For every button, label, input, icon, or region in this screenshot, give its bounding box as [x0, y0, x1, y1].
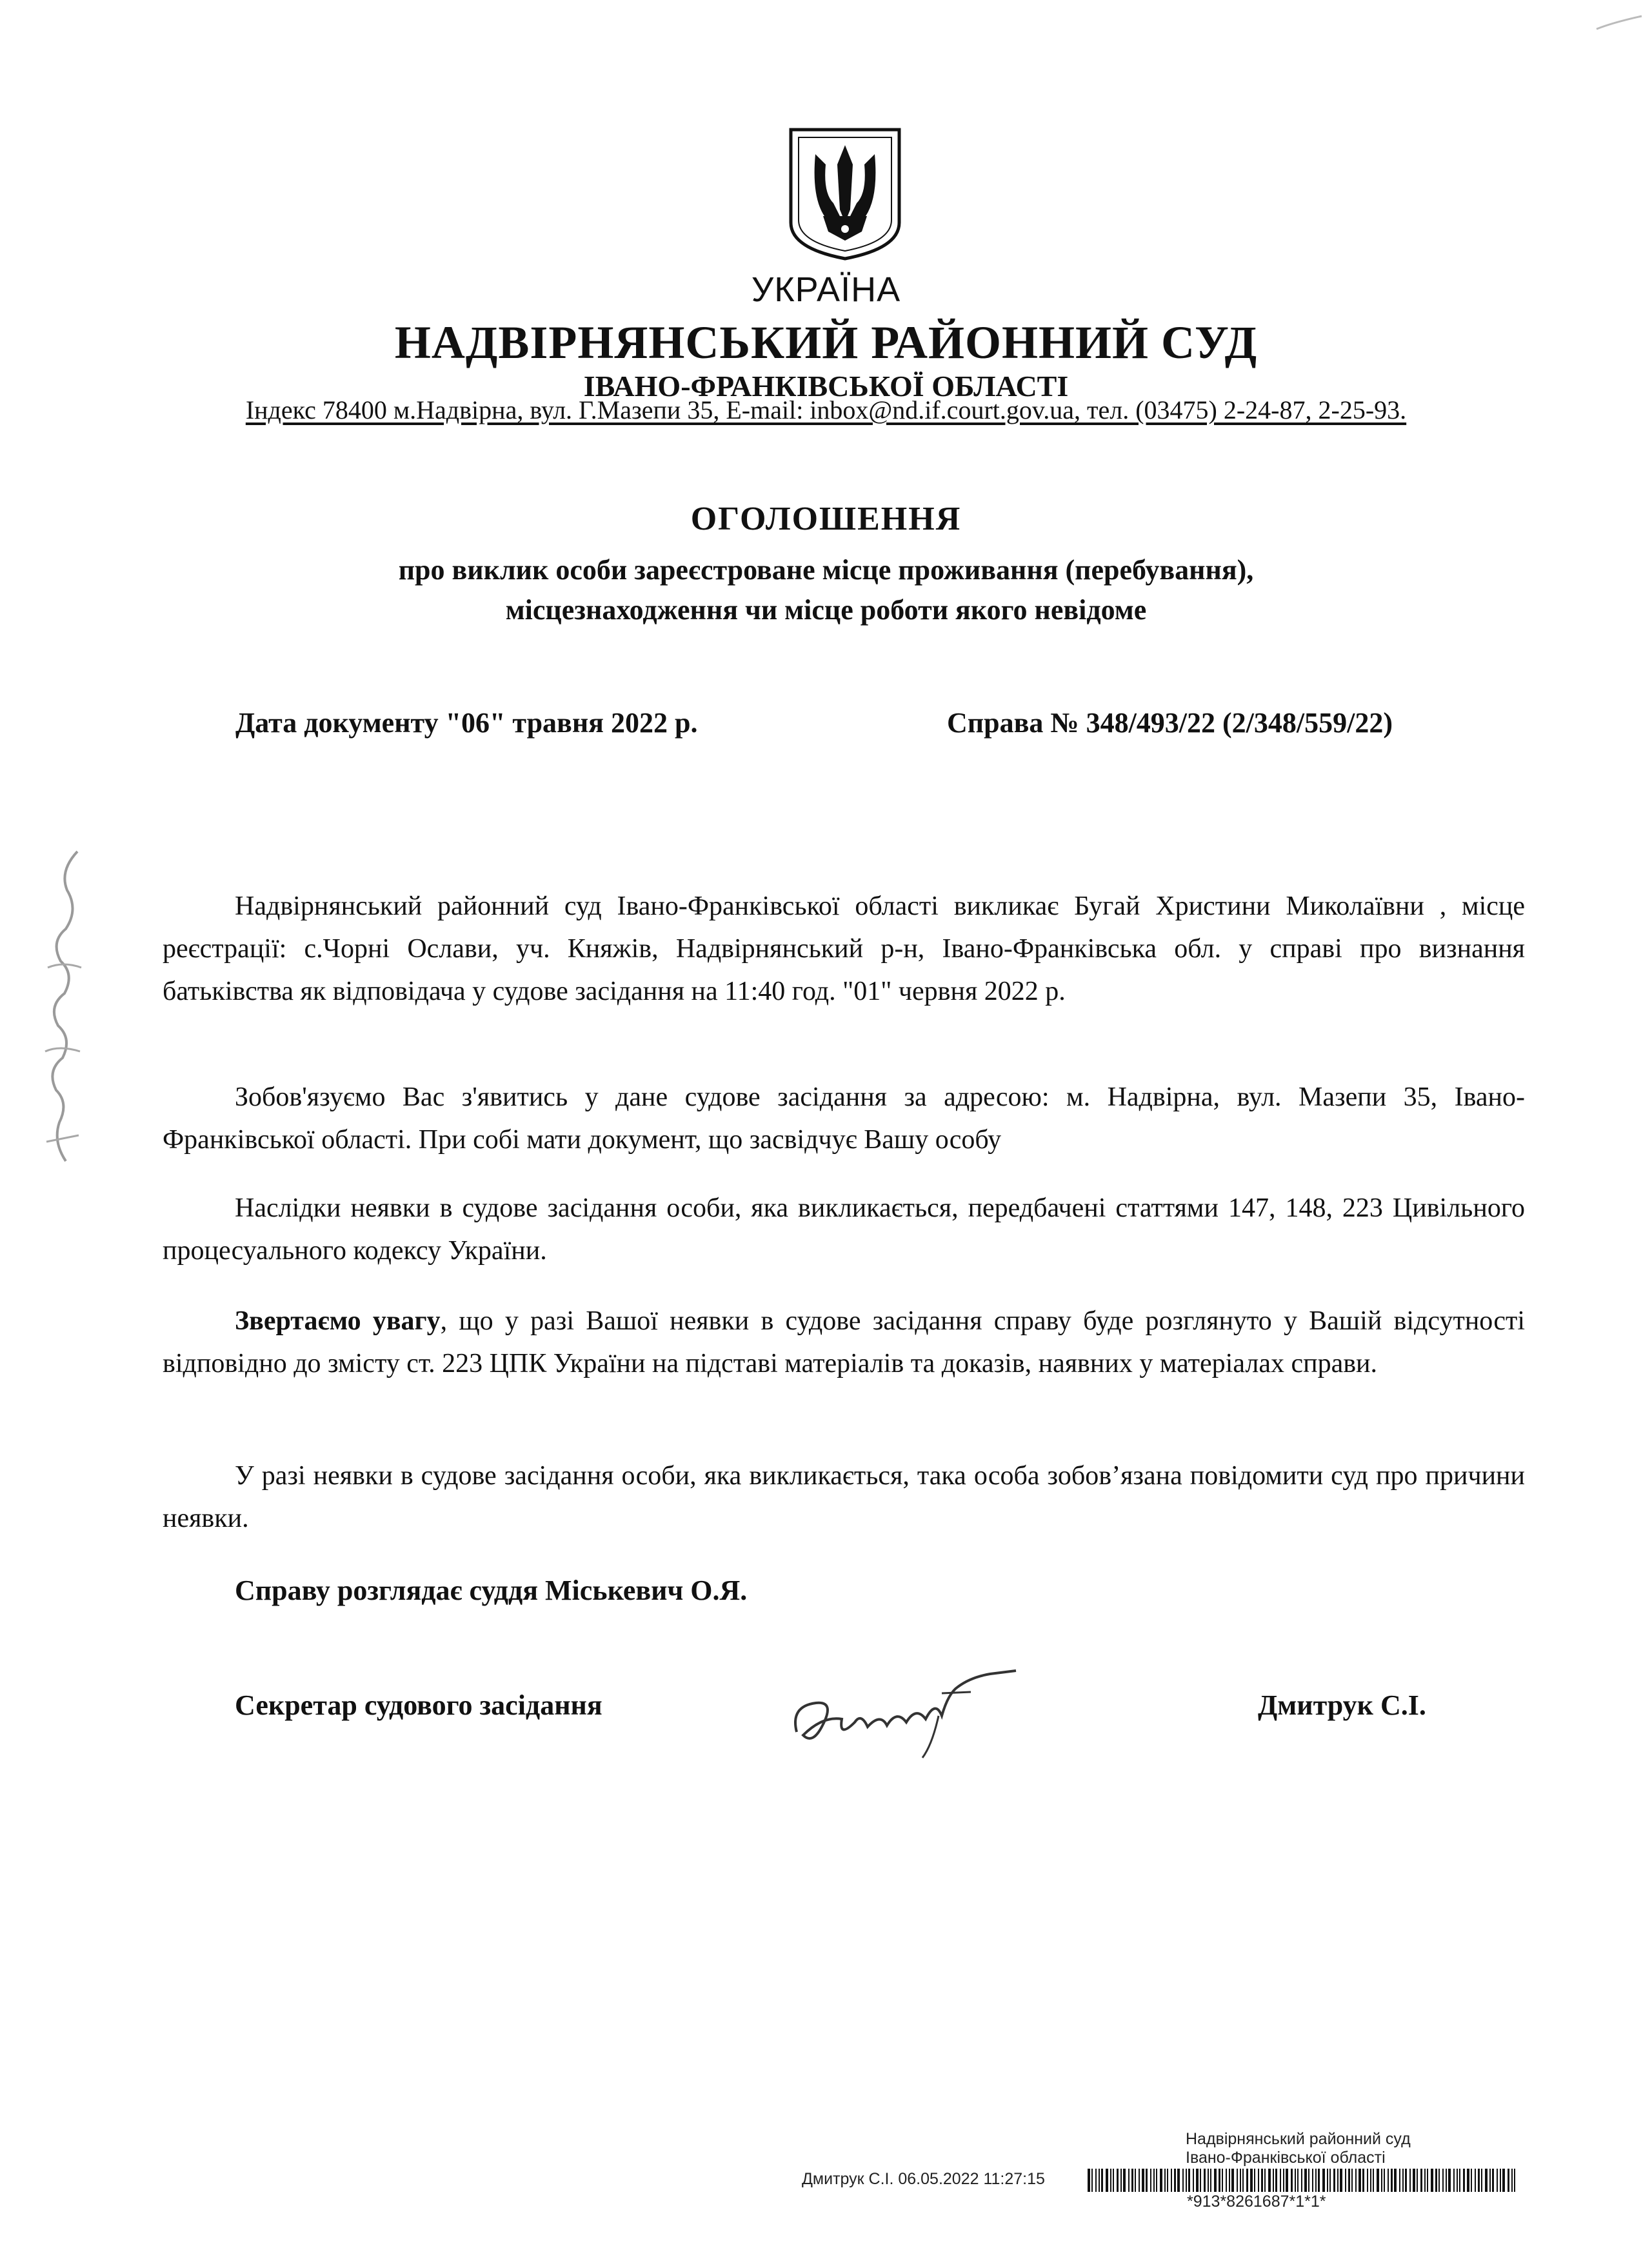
- coat-of-arms-icon: [786, 126, 904, 261]
- document-subtitle-line2: місцезнаходження чи місце роботи якого невідоме: [505, 594, 1147, 626]
- secretary-label: Секретар судового засідання: [235, 1689, 602, 1721]
- handwritten-margin-note: [8, 839, 111, 1174]
- court-region: ІВАНО-ФРАНКІВСЬКОЇ ОБЛАСТІ: [583, 370, 1069, 403]
- document-title: ОГОЛОШЕННЯ: [690, 501, 962, 537]
- barcode-icon: [1088, 2169, 1520, 2192]
- attention-text: , що у разі Вашої неявки в судове засідання справу буде розглянуто у Вашій відсутності відповідно до змісту ст. 223 ЦПК України на підставі матеріалів та доказів, наявних у матеріалах справи.: [163, 1306, 1526, 1378]
- judge-line: Справу розглядає суддя Міськевич О.Я.: [235, 1575, 748, 1606]
- document-subtitle-line1: про виклик особи зареєстроване місце проживання (перебування),: [398, 554, 1254, 586]
- footer-court-region: Івано-Франківської області: [1186, 2149, 1386, 2167]
- court-address: Індекс 78400 м.Надвірна, вул. Г.Мазепи 35, E-mail: inbox@nd.if.court.gov.ua, тел. (03475) 2-24-87, 2-25-93.: [245, 395, 1407, 424]
- footer-court-name: Надвірнянський районний суд: [1186, 2130, 1411, 2148]
- scan-mark-icon: [1593, 10, 1645, 35]
- court-name: НАДВІРНЯНСЬКИЙ РАЙОННИЙ СУД: [394, 317, 1258, 368]
- secretary-name: Дмитрук С.І.: [1258, 1689, 1426, 1721]
- paragraph-summons: Надвірнянський районний суд Івано-Франківської області викликає Бугай Христини Миколаївни , місце реєстрації: с.Чорні Ослави, уч. Княжів, Надвірнянський р-н, Івано-Франківська обл. у справі про визнання батьківства як відповідача у судове засідання на 11:40 год. "01" червня 2022 р.: [163, 891, 1525, 1006]
- attention-emphasis: Звертаємо увагу: [235, 1306, 441, 1336]
- paragraph-attention: [163, 1300, 1525, 1385]
- signature-icon: [777, 1655, 1022, 1764]
- case-number: Справа № 348/493/22 (2/348/559/22): [947, 707, 1393, 739]
- document-date: Дата документу "06" травня 2022 р.: [235, 707, 698, 739]
- country-name: УКРАЇНА: [751, 270, 901, 309]
- footer-barcode-text: *913*8261687*1*1*: [1187, 2193, 1326, 2211]
- paragraph-consequences: Наслідки неявки в судове засідання особи, яка викликається, передбачені статтями 147, 148, 223 Цивільного процесуального кодексу України.: [163, 1193, 1525, 1266]
- paragraph-address: Зобов'язуємо Вас з'явитись у дане судове засідання за адресою: м. Надвірна, вул. Мазепи 35, Івано-Франківської області. При собі мати документ, що засвідчує Вашу особу: [163, 1082, 1525, 1155]
- paragraph-notify: У разі неявки в судове засідання особи, яка викликається, така особа зобов’язана повідомити суд про причини неявки.: [163, 1461, 1525, 1533]
- footer-signer-timestamp: Дмитрук С.І. 06.05.2022 11:27:15: [802, 2170, 1045, 2188]
